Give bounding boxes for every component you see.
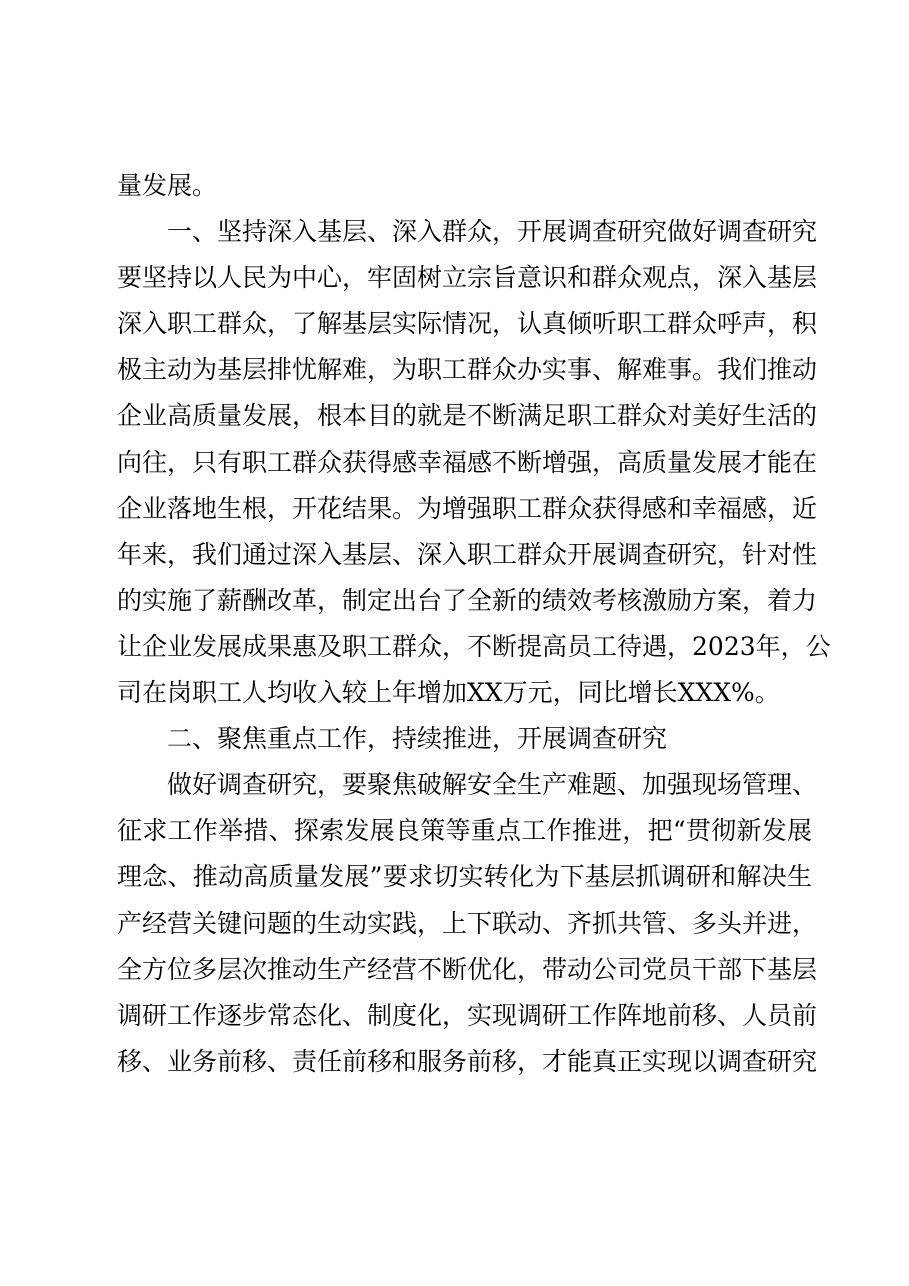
section-heading-2: 二、聚焦重点工作，持续推进，开展调查研究 bbox=[167, 724, 668, 754]
text-line: 全方位多层次推动生产经营不断优化，带动公司党员干部下基层 bbox=[117, 954, 818, 984]
text-line: 的实施了薪酬改革，制定出台了全新的绩效考核激励方案，着力 bbox=[117, 585, 818, 615]
document-body bbox=[117, 163, 831, 1085]
text-line: 向往，只有职工群众获得感幸福感不断增强，高质量发展才能在 bbox=[117, 447, 818, 477]
text-line: 理念、推动高质量发展”要求切实转化为下基层抓调研和解决生 bbox=[117, 862, 812, 892]
text-line: 要坚持以人民为中心，牢固树立宗旨意识和群众观点，深入基层 bbox=[117, 263, 818, 293]
text-line: 极主动为基层排忧解难，为职工群众办实事、解难事。我们推动 bbox=[117, 355, 818, 385]
section-heading-1: 一、坚持深入基层、深入群众，开展调查研究做好调查研究 bbox=[167, 217, 818, 247]
text-line: 做好调查研究，要聚焦破解安全生产难题、加强现场管理、 bbox=[167, 770, 818, 800]
text-line: 深入职工群众，了解基层实际情况，认真倾听职工群众呼声，积 bbox=[117, 309, 818, 339]
text-line: 移、业务前移、责任前移和服务前移，才能真正实现以调查研究 bbox=[117, 1046, 818, 1076]
text-line: 企业落地生根，开花结果。为增强职工群众获得感和幸福感，近 bbox=[117, 493, 818, 523]
text-line: 让企业发展成果惠及职工群众，不断提高员工待遇，2023年，公 bbox=[117, 631, 831, 661]
text-line: 征求工作举措、探索发展良策等重点工作推进，把“贯彻新发展 bbox=[117, 816, 812, 846]
text-line: 调研工作逐步常态化、制度化，实现调研工作阵地前移、人员前 bbox=[117, 1000, 818, 1030]
text-line: 司在岗职工人均收入较上年增加XX万元，同比增长XXX%。 bbox=[117, 678, 780, 708]
text-line: 年来，我们通过深入基层、深入职工群众开展调查研究，针对性 bbox=[117, 539, 818, 569]
text-line: 企业高质量发展，根本目的就是不断满足职工群众对美好生活的 bbox=[117, 401, 818, 431]
text-line: 量发展。 bbox=[117, 171, 218, 200]
text-line: 产经营关键问题的生动实践，上下联动、齐抓共管、多头并进， bbox=[117, 908, 818, 938]
